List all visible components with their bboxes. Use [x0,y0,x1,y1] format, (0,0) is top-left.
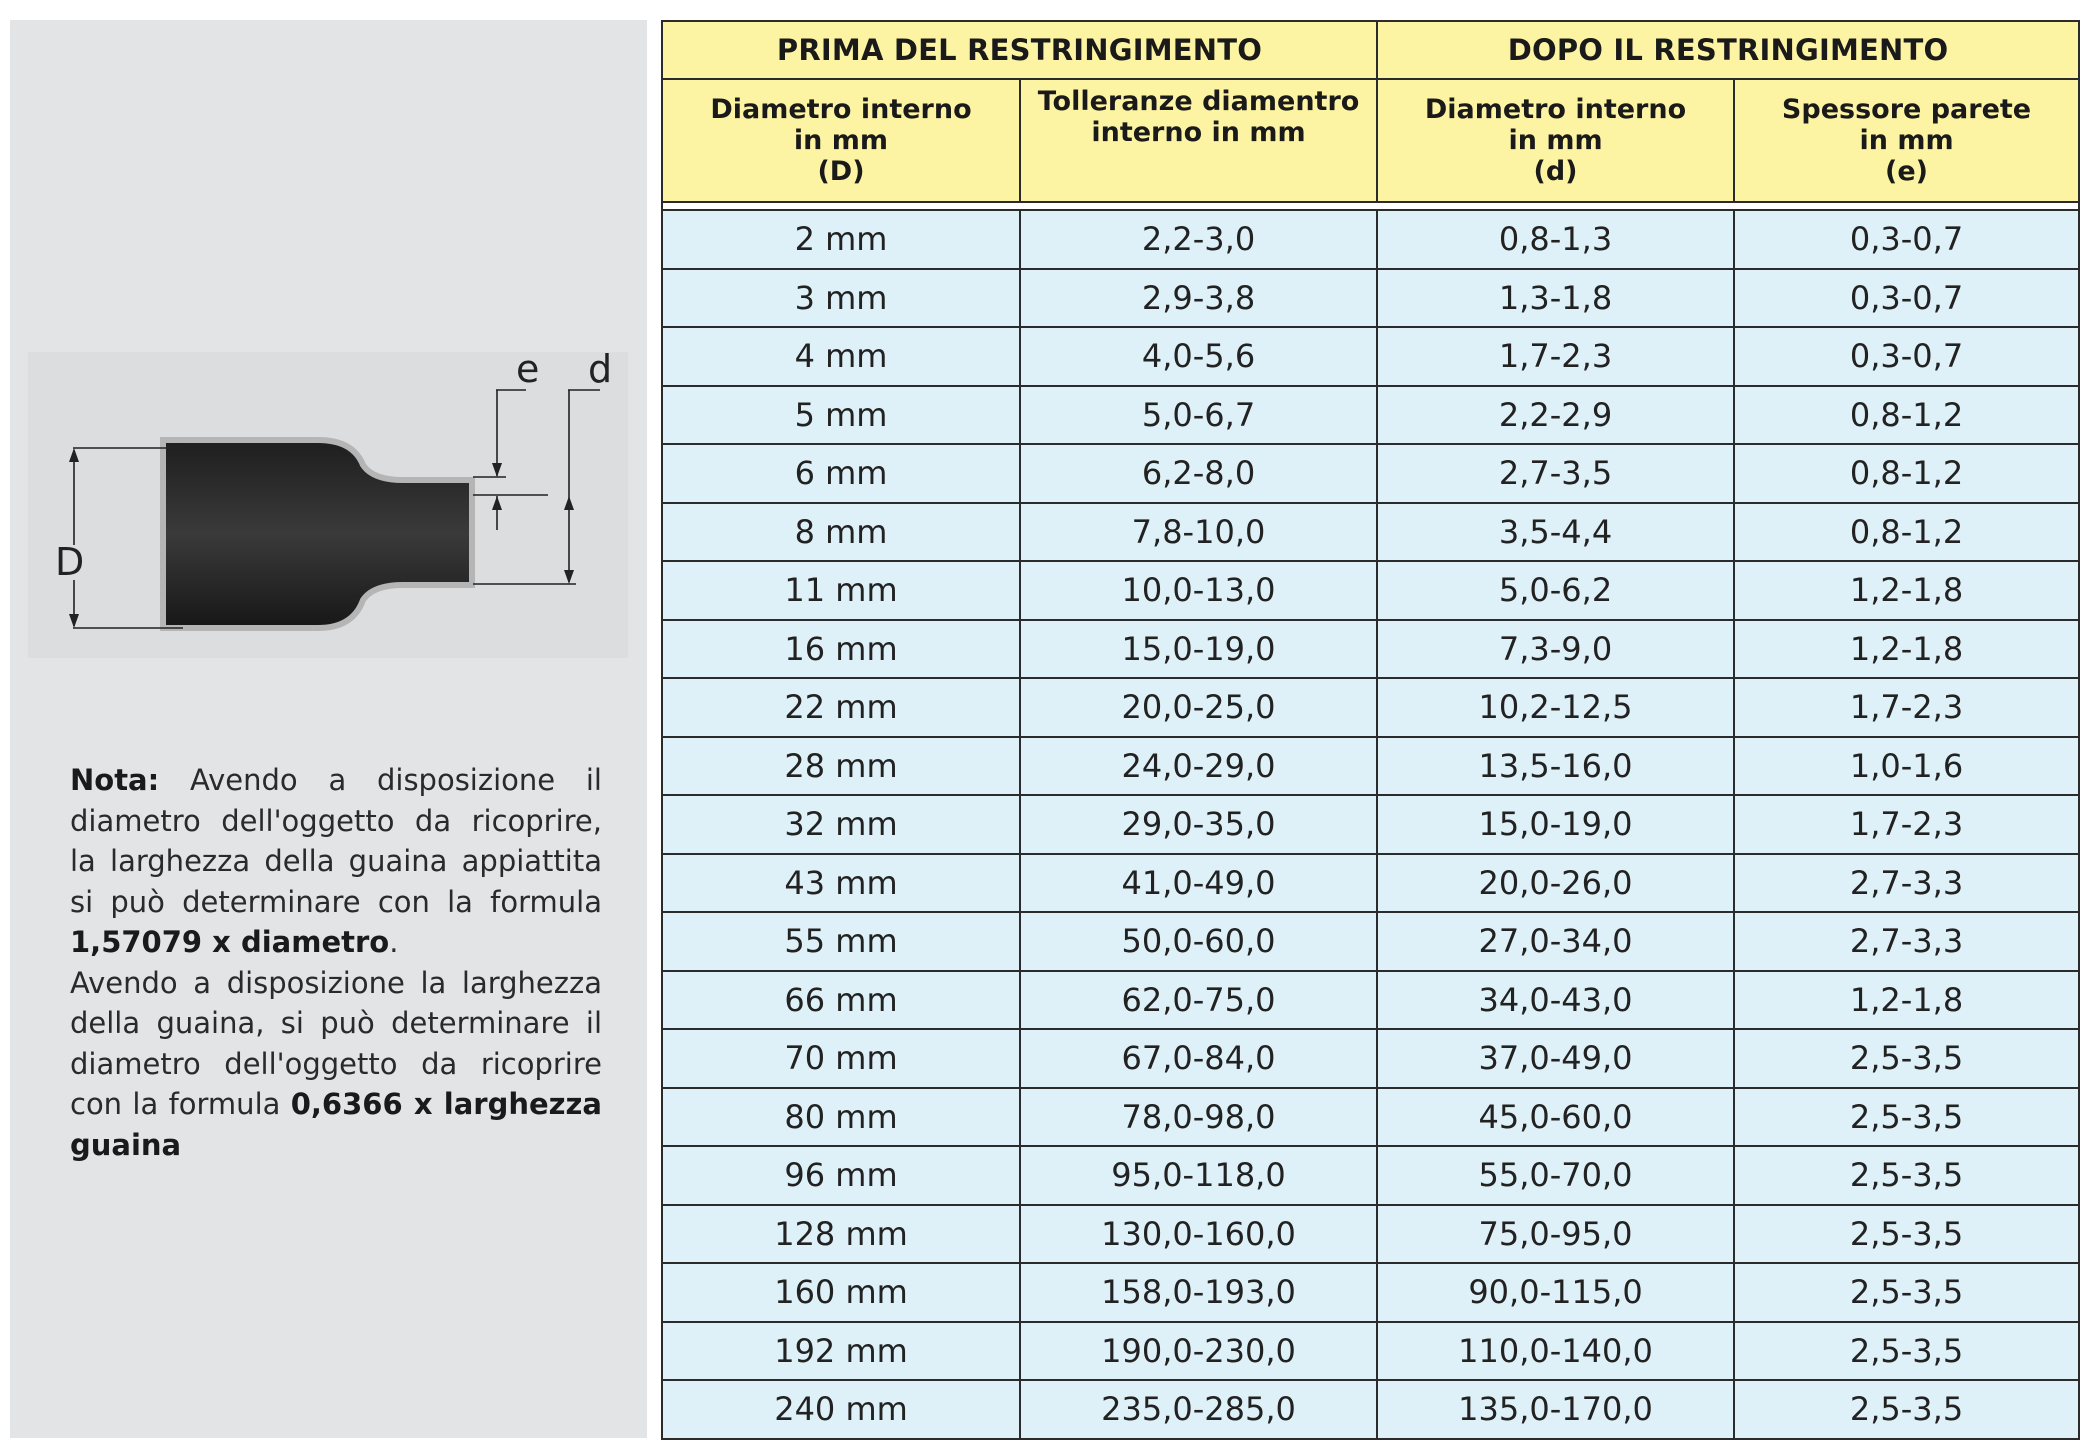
table-cell: 20,0-26,0 [1377,854,1734,913]
header-line: interno in mm [1091,117,1306,148]
header-line: in mm [793,125,889,156]
table-cell: 2,7-3,5 [1377,444,1734,503]
table-row [662,737,2079,796]
table-row [662,854,2079,913]
table-cell: 135,0-170,0 [1377,1380,1734,1439]
note-text-1: Avendo a disposizione il diametro dell'oggetto da ricoprire, la larghezza della guaina appiattita si può determinare con la formula [70,763,602,919]
table-cell: 6,2-8,0 [1020,444,1377,503]
table-cell: 16 mm [662,620,1020,679]
table-cell: 1,3-1,8 [1377,269,1734,328]
table-row [662,795,2079,854]
table-cell: 13,5-16,0 [1377,737,1734,796]
table-cell: 2,5-3,5 [1734,1322,2079,1381]
table-cell: 6 mm [662,444,1020,503]
table-cell: 2,7-3,3 [1734,912,2079,971]
note-formula-2: 0,6366 x larghezza guaina [70,1087,602,1162]
table-cell: 2 mm [662,210,1020,269]
table-cell: 2,2-2,9 [1377,386,1734,445]
table-cell: 8 mm [662,503,1020,562]
table-cell: 2,5-3,5 [1734,1263,2079,1322]
table-cell: 2,5-3,5 [1734,1029,2079,1088]
header-line: Spessore parete [1781,94,2032,125]
table-row [662,1088,2079,1147]
table-cell: 2,5-3,5 [1734,1205,2079,1264]
table-cell: 235,0-285,0 [1020,1380,1377,1439]
table-cell: 90,0-115,0 [1377,1263,1734,1322]
table-cell: 0,3-0,7 [1734,210,2079,269]
table-cell: 1,2-1,8 [1734,561,2079,620]
table-row [662,561,2079,620]
table-cell: 37,0-49,0 [1377,1029,1734,1088]
table-row [662,210,2079,269]
table-cell: 10,0-13,0 [1020,561,1377,620]
left-panel [10,20,647,1438]
table-cell: 158,0-193,0 [1020,1263,1377,1322]
header-line: Diametro interno [710,94,972,125]
table-body [662,210,2079,1439]
table-cell: 0,8-1,3 [1377,210,1734,269]
table-cell: 1,7-2,3 [1377,327,1734,386]
table-row [662,444,2079,503]
table-cell: 0,3-0,7 [1734,327,2079,386]
table-cell: 95,0-118,0 [1020,1146,1377,1205]
table-row [662,269,2079,328]
table-cell: 27,0-34,0 [1377,912,1734,971]
table-row [662,503,2079,562]
shrink-tube-spec-table [661,20,2080,1440]
header-line: Tolleranze diamentro [1037,86,1360,117]
note-label: Nota: [70,763,160,797]
table-cell: 1,7-2,3 [1734,795,2079,854]
table-cell: 5,0-6,2 [1377,561,1734,620]
table-cell: 5 mm [662,386,1020,445]
table-cell: 0,3-0,7 [1734,269,2079,328]
table-cell: 3 mm [662,269,1020,328]
table-cell: 0,8-1,2 [1734,503,2079,562]
gap-cell [662,202,2079,210]
table-row [662,678,2079,737]
table-cell: 50,0-60,0 [1020,912,1377,971]
table-cell: 10,2-12,5 [1377,678,1734,737]
group-header-before: PRIMA DEL RESTRINGIMENTO [662,21,1377,79]
table-cell: 55,0-70,0 [1377,1146,1734,1205]
table-cell: 2,5-3,5 [1734,1380,2079,1439]
table-cell: 41,0-49,0 [1020,854,1377,913]
table-cell: 7,3-9,0 [1377,620,1734,679]
table-cell: 43 mm [662,854,1020,913]
table-row [662,912,2079,971]
table-row [662,971,2079,1030]
table-row [662,327,2079,386]
column-header-inner-diameter-before [662,79,1020,202]
table-cell: 78,0-98,0 [1020,1088,1377,1147]
table-cell: 24,0-29,0 [1020,737,1377,796]
table-cell: 1,2-1,8 [1734,620,2079,679]
table-cell: 5,0-6,7 [1020,386,1377,445]
column-header-wall-thickness [1734,79,2079,202]
table-cell: 1,7-2,3 [1734,678,2079,737]
header-gap [662,202,2079,210]
note-formula-1: 1,57079 x diametro [70,925,390,959]
table-cell: 29,0-35,0 [1020,795,1377,854]
note-paragraph [70,760,602,1165]
table-cell: 2,5-3,5 [1734,1146,2079,1205]
table-cell: 160 mm [662,1263,1020,1322]
table-row [662,1380,2079,1439]
table-cell: 2,7-3,3 [1734,854,2079,913]
table-cell: 1,0-1,6 [1734,737,2079,796]
header-line: in mm [1508,125,1603,156]
d-label: d [588,347,613,391]
table-row [662,386,2079,445]
note-text-2: . [389,925,399,959]
group-header-row [662,21,2079,79]
header-line: Diametro interno [1424,94,1687,125]
column-header-inner-diameter-after [1377,79,1734,202]
table-cell: 0,8-1,2 [1734,444,2079,503]
note-text-3: Avendo a disposizione la larghezza della guaina, si può determinare il diametro dell'oggetto da ricoprire con la formula [70,965,602,1121]
table-cell: 0,8-1,2 [1734,386,2079,445]
header-line: (d) [1533,156,1578,187]
table-cell: 20,0-25,0 [1020,678,1377,737]
table-cell: 67,0-84,0 [1020,1029,1377,1088]
table-cell: 130,0-160,0 [1020,1205,1377,1264]
table-cell: 80 mm [662,1088,1020,1147]
table-row [662,1146,2079,1205]
table-cell: 34,0-43,0 [1377,971,1734,1030]
table-cell: 96 mm [662,1146,1020,1205]
header-line: (D) [817,156,865,187]
e-label: e [516,347,540,391]
table-cell: 3,5-4,4 [1377,503,1734,562]
table-cell: 128 mm [662,1205,1020,1264]
table-cell: 70 mm [662,1029,1020,1088]
table-cell: 110,0-140,0 [1377,1322,1734,1381]
header-line: in mm [1859,125,1954,156]
table-cell: 4 mm [662,327,1020,386]
table-cell: 32 mm [662,795,1020,854]
table-cell: 1,2-1,8 [1734,971,2079,1030]
table-cell: 2,9-3,8 [1020,269,1377,328]
table-cell: 55 mm [662,912,1020,971]
table-cell: 2,2-3,0 [1020,210,1377,269]
column-header-row [662,79,2079,202]
table-row [662,1205,2079,1264]
header-line: (e) [1885,156,1929,187]
table-cell: 75,0-95,0 [1377,1205,1734,1264]
heat-shrink-tube-diagram [28,330,628,660]
table-cell: 45,0-60,0 [1377,1088,1734,1147]
table-row [662,1263,2079,1322]
table-cell: 192 mm [662,1322,1020,1381]
table-cell: 22 mm [662,678,1020,737]
table-cell: 15,0-19,0 [1020,620,1377,679]
table-row [662,620,2079,679]
table-cell: 190,0-230,0 [1020,1322,1377,1381]
table-cell: 28 mm [662,737,1020,796]
table-cell: 66 mm [662,971,1020,1030]
table-cell: 15,0-19,0 [1377,795,1734,854]
table-row [662,1322,2079,1381]
column-header-tolerance [1020,79,1377,202]
table-cell: 2,5-3,5 [1734,1088,2079,1147]
D-label: D [55,540,85,584]
table-cell: 7,8-10,0 [1020,503,1377,562]
group-header-after: DOPO IL RESTRINGIMENTO [1377,21,2079,79]
table-cell: 4,0-5,6 [1020,327,1377,386]
table-cell: 62,0-75,0 [1020,971,1377,1030]
table-cell: 240 mm [662,1380,1020,1439]
table-row [662,1029,2079,1088]
table-cell: 11 mm [662,561,1020,620]
